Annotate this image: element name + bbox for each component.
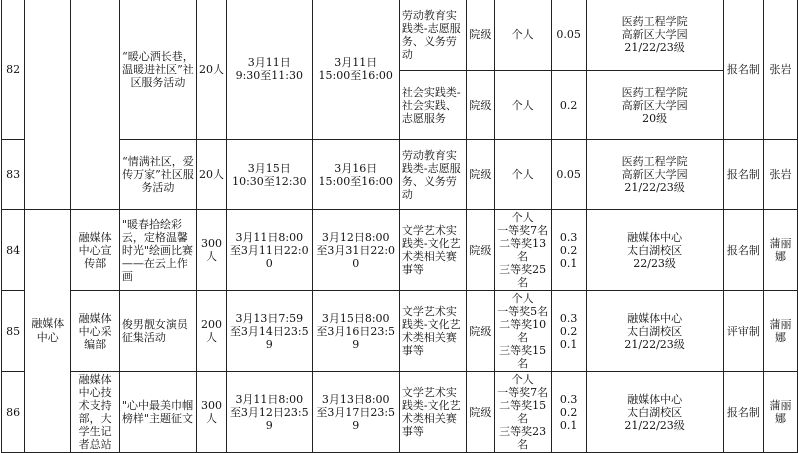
- category: 社会实践类-社会实践、志愿服务: [399, 71, 466, 140]
- award: 个人 一等奖7名 二等奖15名 三等奖23名: [494, 372, 551, 453]
- table-row: [2, 372, 798, 453]
- activity-name: “暖心洒长巷，温暖进社区”社区服务活动: [119, 0, 196, 140]
- location: 融媒体中心 太白湖校区 21/22/23级: [586, 372, 723, 453]
- contact: 蒲丽娜: [764, 372, 798, 453]
- category: 文学艺术实践类-文化艺术类相关赛事等: [399, 291, 466, 372]
- method: 报名制: [723, 210, 763, 291]
- award: 个人: [494, 0, 551, 71]
- credit: 0.05: [551, 140, 586, 210]
- end-time: 3月15日8:00 至3月16日23:59: [312, 291, 399, 372]
- row-number: 83: [2, 140, 25, 210]
- people-count: 300人: [196, 372, 226, 453]
- level: 院级: [467, 291, 494, 372]
- credit: 0.05: [551, 0, 586, 71]
- award: 个人: [494, 71, 551, 140]
- method: 报名制: [723, 372, 763, 453]
- level: 院级: [467, 372, 494, 453]
- credit: 0.2: [551, 71, 586, 140]
- method: 评审制: [723, 291, 763, 372]
- level: 院级: [467, 71, 494, 140]
- category: 劳动教育实践类-志愿服务、义务劳动: [399, 0, 466, 71]
- location: 医药工程学院 高新区大学园 21/22/23级: [586, 140, 723, 210]
- start-time: 3月13日7:59 至3月14日23:59: [227, 291, 312, 372]
- level: 院级: [467, 0, 494, 71]
- table-row: [2, 140, 798, 210]
- table-row: [2, 210, 798, 291]
- contact: 张岩: [764, 0, 798, 140]
- start-time: 3月11日8:00 至3月12日23:59: [227, 372, 312, 453]
- table-row: [2, 291, 798, 372]
- location: 医药工程学院 高新区大学园 21/22/23级: [586, 0, 723, 71]
- organizer-cell: [25, 0, 71, 210]
- people-count: 20人: [196, 0, 226, 140]
- department: 融媒体中心采编部: [71, 291, 120, 372]
- location: 融媒体中心 太白湖校区 21/22/23级: [586, 291, 723, 372]
- level: 院级: [467, 140, 494, 210]
- row-number: 82: [2, 0, 25, 140]
- level: 院级: [467, 210, 494, 291]
- credit: 0.3 0.2 0.1: [551, 291, 586, 372]
- category: 劳动教育实践类-志愿服务、义务劳动: [399, 140, 466, 210]
- contact: 蒲丽娜: [764, 291, 798, 372]
- start-time: 3月11日8:00 至3月11日22:00: [227, 210, 312, 291]
- department: 融媒体中心宣传部: [71, 210, 120, 291]
- award: 个人 一等奖7名 二等奖13名 三等奖25名: [494, 210, 551, 291]
- end-time: 3月12日8:00 至3月31日22:00: [312, 210, 399, 291]
- credit: 0.3 0.2 0.1: [551, 210, 586, 291]
- row-number: 84: [2, 210, 25, 291]
- activity-name: 俊男靓女演员征集活动: [119, 291, 196, 372]
- credit: 0.3 0.2 0.1: [551, 372, 586, 453]
- end-time: 3月13日8:00 至3月17日23:59: [312, 372, 399, 453]
- contact: 张岩: [764, 140, 798, 210]
- activity-name: "心中最美巾帼榜样"主题征文: [119, 372, 196, 453]
- method: 报名制: [723, 0, 763, 140]
- group-label: 融媒体中心: [25, 210, 71, 453]
- people-count: 300人: [196, 210, 226, 291]
- location: 医药工程学院 高新区大学园 20级: [586, 71, 723, 140]
- method: 报名制: [723, 140, 763, 210]
- award: 个人: [494, 140, 551, 210]
- contact: 蒲丽娜: [764, 210, 798, 291]
- location: 融媒体中心 太白湖校区 22/23级: [586, 210, 723, 291]
- category: 文学艺术实践类-文化艺术类相关赛事等: [399, 210, 466, 291]
- dept-cell: [71, 0, 120, 210]
- row-number: 85: [2, 291, 25, 372]
- people-count: 20人: [196, 140, 226, 210]
- end-time: 3月16日 15:00至16:00: [312, 140, 399, 210]
- activity-name: “情满社区，爱传万家”社区服务活动: [119, 140, 196, 210]
- start-time: 3月15日 10:30至12:30: [227, 140, 312, 210]
- activity-table: [1, 0, 798, 453]
- row-number: 86: [2, 372, 25, 453]
- category: 文学艺术实践类-文化艺术类相关赛事等: [399, 372, 466, 453]
- department: 融媒体中心技术支持部，大学生记者总站: [71, 372, 120, 453]
- end-time: 3月11日 15:00至16:00: [312, 0, 399, 140]
- activity-name: "暖春拾绘彩云，定格温馨时光"绘画比赛——在云上作画: [119, 210, 196, 291]
- award: 个人 一等奖5名 二等奖10名 三等奖15名: [494, 291, 551, 372]
- start-time: 3月11日 9:30至11:30: [227, 0, 312, 140]
- table-row: [2, 0, 798, 71]
- people-count: 200人: [196, 291, 226, 372]
